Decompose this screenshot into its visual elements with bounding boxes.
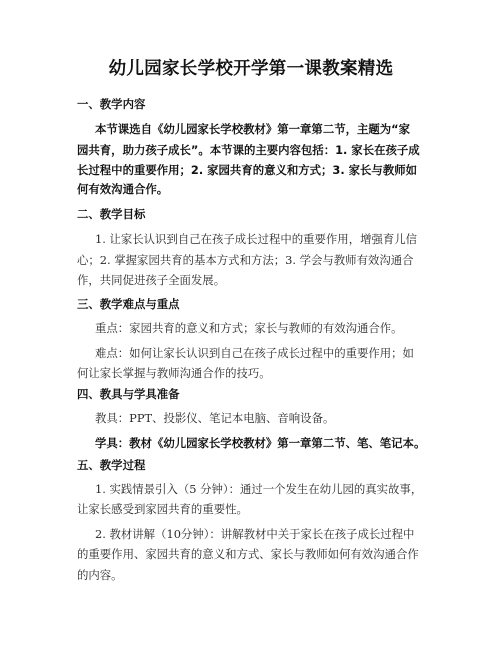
section-key-points-line-1: 重点：家园共育的意义和方式；家长与教师的有效沟通合作。 (95, 321, 403, 335)
section-goals-line-3: 作，共同促进孩子全面发展。 (77, 273, 226, 287)
section-content-line-2: 园共育，助力孩子成长”。本节课的主要内容包括：1. 家长在孩子成 (77, 143, 420, 157)
section-process-line-3: 2. 教材讲解（10分钟）：讲解教材中关于家长在孩子成长过程中 (95, 527, 415, 541)
section-process-line-4: 的重要作用、家园共育的意义和方式、家长与教师如何有效沟通合作 (77, 547, 419, 561)
section-materials-line-1: 教具：PPT、投影仪、笔记本电脑、音响设备。 (95, 411, 335, 425)
section-process-line-2: 让家长感受到家园共育的重要性。 (77, 502, 248, 516)
section-content-line-3: 长过程中的重要作用；2. 家园共育的意义和方式；3. 家长与教师如 (77, 163, 417, 177)
section-goals-line-2: 心；2. 掌握家园共育的基本方式和方法；3. 学会与教师有效沟通合 (77, 253, 414, 267)
section-process-line-1: 1. 实践情景引入（5 分钟）：通过一个发生在幼儿园的真实故事， (95, 482, 423, 496)
section-goals-line-1: 1. 让家长认识到自己在孩子成长过程中的重要作用，增强育儿信 (95, 232, 418, 246)
section-key-points-line-3: 何让家长掌握与教师沟通合作的技巧。 (77, 366, 271, 380)
section-content-line-4: 何有效沟通合作。 (77, 182, 169, 196)
document-title: 幼儿园家长学校开学第一课教案精选 (108, 59, 394, 79)
section-key-points-line-2: 难点：如何让家长认识到自己在孩子成长过程中的重要作用；如 (95, 346, 414, 360)
section-content-line-1: 本节课选自《幼儿园家长学校教材》第一章第二节，主题为“家 (95, 122, 411, 136)
section-materials-line-2: 学具：教材《幼儿园家长学校教材》第一章第二节、笔、笔记本。 (95, 436, 426, 450)
section-process-line-5: 的内容。 (77, 568, 123, 582)
section-heading-materials: 四、教具与学具准备 (77, 387, 180, 401)
section-heading-goals: 二、教学目标 (77, 207, 146, 221)
section-heading-process: 五、教学过程 (77, 458, 146, 472)
section-heading-content: 一、教学内容 (77, 97, 146, 111)
section-heading-key-points: 三、教学难点与重点 (77, 297, 180, 311)
